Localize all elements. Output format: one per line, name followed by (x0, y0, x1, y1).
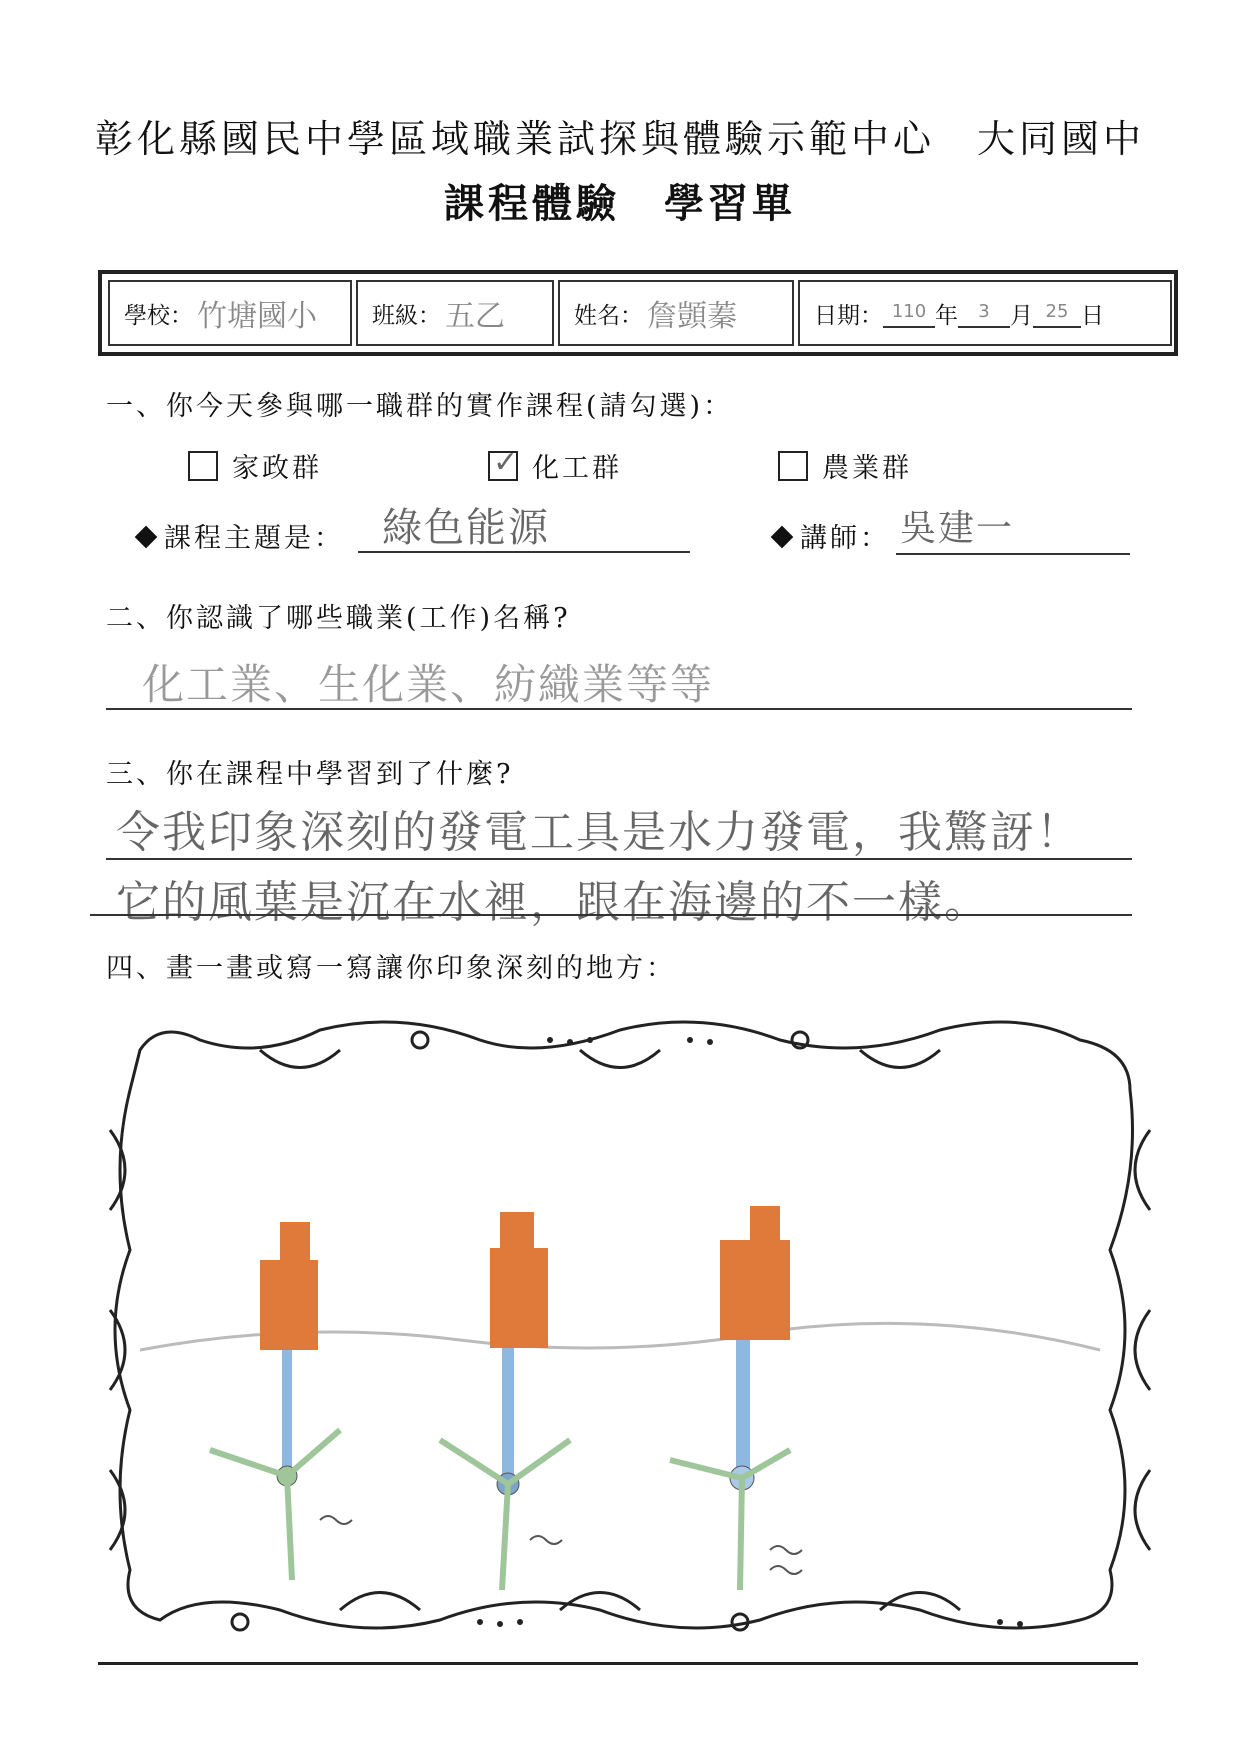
date-label: 日期： (814, 302, 883, 329)
current-marks (320, 1516, 802, 1574)
school-cell (108, 280, 352, 346)
form-subtitle: 課程體驗 學習單 (444, 180, 796, 227)
name-cell (558, 280, 794, 346)
name-label: 姓名： (574, 302, 643, 329)
topic-value[interactable]: 綠色能源 (382, 505, 550, 551)
drawing-area (100, 1010, 1160, 1650)
checkmark-icon: ✓ (493, 445, 522, 480)
class-value[interactable]: 五乙 (445, 299, 505, 334)
option-label: 化工群 (532, 453, 622, 484)
checkbox-home-economics[interactable] (188, 451, 218, 481)
info-table (98, 270, 1178, 356)
turbine-pole (282, 1350, 292, 1470)
teacher-value[interactable]: 吳建一 (900, 508, 1015, 549)
q2-question: 二、你認識了哪些職業(工作)名稱? (106, 603, 571, 634)
month-label: 月 (1010, 302, 1033, 329)
date-year[interactable]: 110 (883, 298, 935, 328)
turbine-tower-top (750, 1206, 780, 1242)
q3-question: 三、你在課程中學習到了什麼? (106, 759, 514, 790)
bottom-line (98, 1662, 1138, 1665)
topic-underline (358, 551, 690, 553)
date-cell (798, 280, 1172, 346)
turbine-tower-top (500, 1212, 534, 1250)
year-label: 年 (935, 302, 958, 329)
class-cell (356, 280, 554, 346)
date-month[interactable]: 3 (958, 298, 1010, 328)
turbine-pole (502, 1348, 514, 1478)
option-chemical[interactable] (488, 446, 622, 485)
turbine-tower-top (280, 1222, 310, 1262)
q3-answer-line2[interactable]: 它的風葉是沉在水裡，跟在海邊的不一樣。 (116, 877, 990, 928)
turbine-tower (490, 1248, 548, 1348)
turbine-pole (736, 1340, 750, 1470)
turbine-blades (210, 1430, 340, 1580)
turbine-3 (670, 1206, 790, 1590)
checkbox-chemical[interactable] (488, 445, 522, 481)
turbine-2 (440, 1212, 570, 1590)
option-label: 家政群 (232, 453, 322, 484)
q3-answer-line1[interactable]: 令我印象深刻的發電工具是水力發電，我驚訝！ (116, 807, 1082, 858)
form-title: 彰化縣國民中學區域職業試探與體驗示範中心 大同國中 (94, 117, 1145, 161)
date-day[interactable]: 25 (1033, 298, 1081, 328)
name-value[interactable]: 詹顗蓁 (647, 299, 737, 334)
teacher-row (774, 516, 890, 555)
q2-answer[interactable]: 化工業、生化業、紡織業等等 (142, 660, 715, 709)
option-agriculture[interactable] (778, 446, 912, 485)
q1-question: 一、你今天參與哪一職群的實作課程(請勾選)： (106, 391, 734, 422)
school-value[interactable]: 竹塘國小 (197, 299, 317, 334)
turbine-tower (260, 1260, 318, 1350)
teacher-label: 講師： (800, 523, 890, 554)
option-home-economics[interactable] (188, 446, 322, 485)
school-label: 學校： (124, 302, 193, 329)
q2-underline (106, 708, 1132, 710)
teacher-underline (896, 553, 1130, 555)
q3-underline-2 (90, 914, 1132, 916)
checkbox-agriculture[interactable] (778, 451, 808, 481)
turbine-tower (720, 1240, 790, 1340)
topic-label: 課程主題是： (164, 523, 344, 554)
option-label: 農業群 (822, 453, 912, 484)
class-label: 班級： (372, 302, 441, 329)
topic-row (138, 516, 344, 555)
diamond-bullet-icon (771, 526, 794, 549)
diamond-bullet-icon (135, 526, 158, 549)
q4-question: 四、畫一畫或寫一寫讓你印象深刻的地方： (106, 953, 676, 984)
turbine-1 (210, 1222, 340, 1580)
day-label: 日 (1081, 302, 1104, 329)
q3-underline-1 (106, 858, 1132, 860)
